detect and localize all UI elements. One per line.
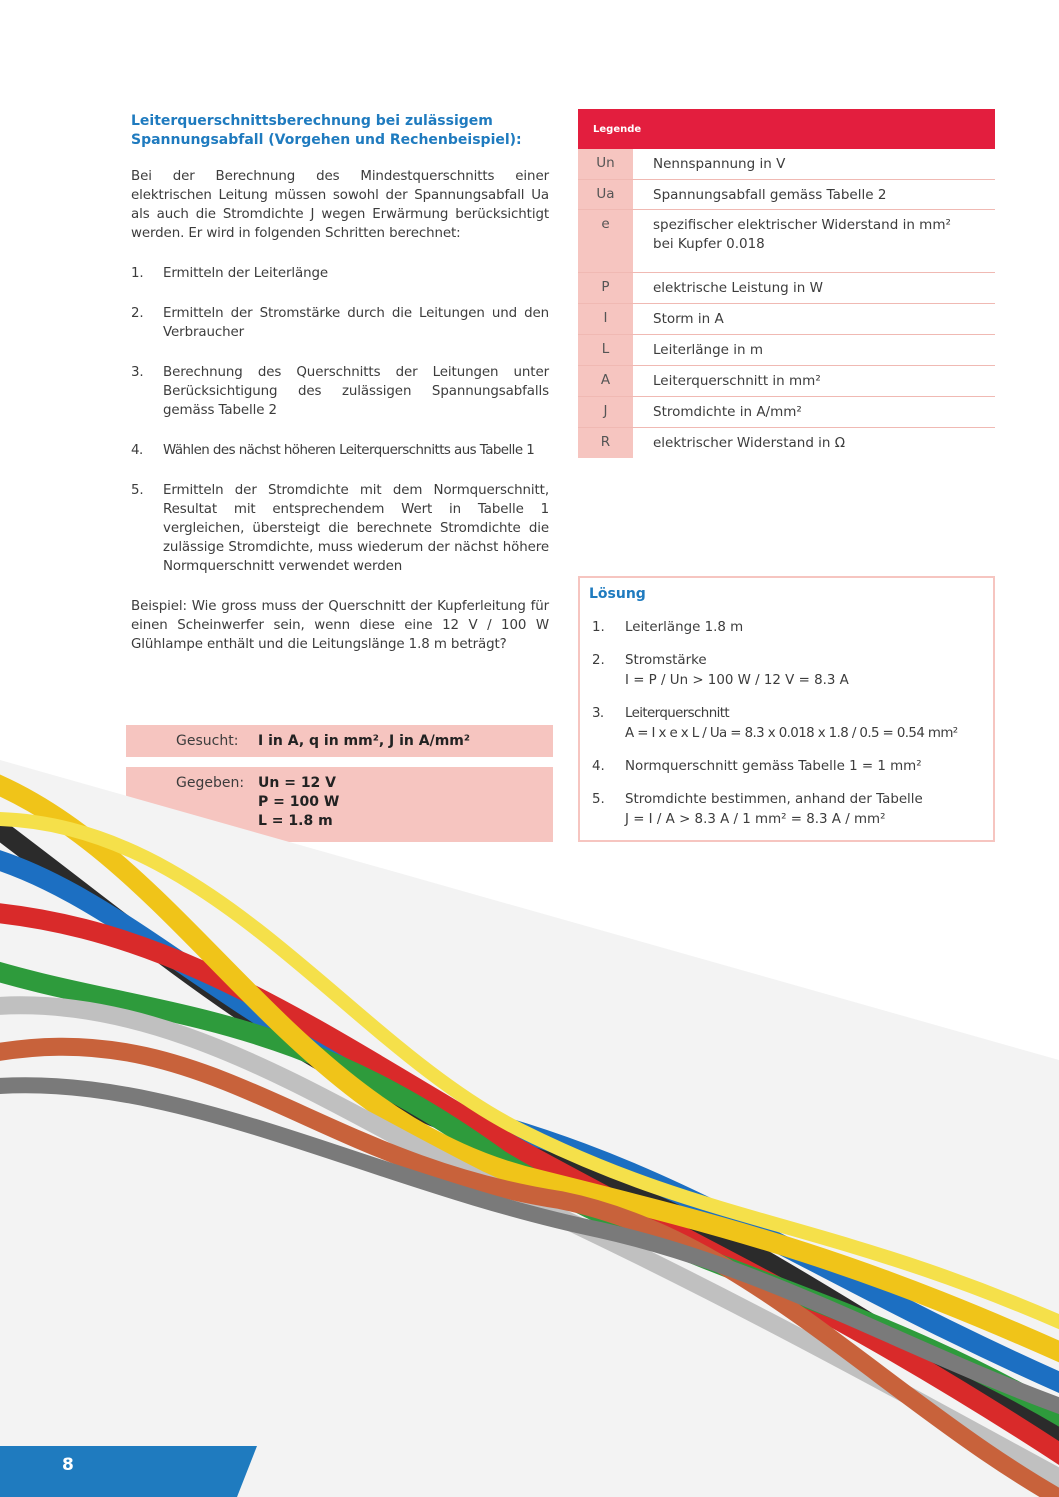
heading-line-2: Spannungsabfall (Vorgehen und Rechenbeispiel): (131, 132, 522, 148)
legend-symbol: e (578, 210, 633, 272)
gesucht-value: I in A, q in mm², J in A/mm² (258, 733, 471, 749)
step-text: Ermitteln der Stromstärke durch die Leitungen und den Verbraucher (163, 306, 549, 340)
list-item (131, 363, 549, 420)
list-item (131, 441, 549, 460)
legend-symbol: I (578, 304, 633, 334)
intro-paragraph: Bei der Berechnung des Mindestquerschnitts einer elektrischen Leitung müssen sowohl der Spannungsabfall Ua als auch die Stromdichte J wegen Erwärmung berücksichtigt werden. Er wird in folgenden Schritten berechnet: (131, 169, 549, 241)
step-number: 2. (131, 306, 144, 321)
legend-symbol: Un (578, 149, 633, 179)
step-text: Berechnung des Querschnitts der Leitungen unter Berücksichtigung des zulässigen Spannungsabfalls gemäss Tabelle 2 (163, 365, 549, 418)
legend-symbol: L (578, 335, 633, 365)
gegeben-p: P = 100 W (258, 794, 340, 810)
gegeben-l: L = 1.8 m (258, 813, 333, 829)
legend-symbol: Ua (578, 180, 633, 209)
table-row (578, 366, 995, 397)
solution-text: Stromstärke (625, 653, 707, 668)
page-tab-shape (0, 1446, 257, 1497)
left-column (131, 112, 549, 654)
legend-description: Storm in A (653, 311, 724, 327)
step-number: 5. (131, 483, 144, 498)
table-row (578, 210, 995, 273)
solution-number: 4. (592, 759, 605, 774)
solution-text: Stromdichte bestimmen, anhand der Tabelle (625, 792, 923, 807)
step-number: 4. (131, 443, 143, 458)
legend-description: elektrischer Widerstand in Ω (653, 435, 846, 451)
table-row (578, 180, 995, 210)
solution-formula: I = P / Un > 100 W / 12 V = 8.3 A (625, 673, 849, 688)
gesucht-box (126, 725, 553, 757)
section-heading (131, 112, 549, 150)
legend-table (578, 109, 995, 458)
legend-symbol: R (578, 428, 633, 458)
table-row (578, 304, 995, 335)
legend-symbol: J (578, 397, 633, 427)
solution-formula: A = I x e x L / Ua = 8.3 x 0.018 x 1.8 / 0.5 = 0.54 mm² (625, 726, 958, 741)
steps-list (131, 264, 549, 576)
legend-description: Spannungsabfall gemäss Tabelle 2 (653, 187, 887, 203)
list-item (592, 618, 990, 638)
step-number: 3. (131, 365, 144, 380)
legend-description (633, 210, 995, 272)
table-row (578, 273, 995, 304)
table-row (578, 149, 995, 180)
step-text: Wählen des nächst höheren Leiterquerschnitts aus Tabelle 1 (163, 443, 535, 458)
list-item (592, 704, 990, 744)
step-text: Ermitteln der Leiterlänge (163, 266, 329, 281)
list-item (131, 481, 549, 576)
legend-title: Legende (578, 109, 995, 149)
gesucht-label: Gesucht: (176, 733, 239, 749)
table-row (578, 428, 995, 458)
heading-line-1: Leiterquerschnittsberechnung bei zulässigem (131, 113, 493, 129)
cables-illustration (0, 760, 1059, 1497)
legend-description: Leiterlänge in m (653, 342, 763, 358)
legend-symbol: A (578, 366, 633, 396)
step-text: Ermitteln der Stromdichte mit dem Normquerschnitt, Resultat mit entsprechendem Wert in Tabelle 1 vergleichen, übersteigt die berechnete Stromdichte die zulässige Stromdichte, muss wiederum der nächst höhere Normquerschnitt verwendet werden (163, 483, 549, 574)
page-number-tab (0, 1446, 260, 1497)
solution-number: 3. (592, 706, 604, 721)
solution-text: Leiterlänge 1.8 m (625, 620, 744, 635)
gegeben-label: Gegeben: (176, 775, 245, 791)
legend-symbol: P (578, 273, 633, 303)
solution-number: 2. (592, 653, 605, 668)
solution-text: Leiterquerschnitt (625, 706, 730, 721)
legend-description-line-1: spezifischer elektrischer Widerstand in mm² (653, 217, 951, 233)
list-item (592, 651, 990, 691)
table-row (578, 397, 995, 428)
step-number: 1. (131, 266, 144, 281)
legend-description: Leiterquerschnitt in mm² (653, 373, 821, 389)
solution-text: Normquerschnitt gemäss Tabelle 1 = 1 mm² (625, 759, 922, 774)
loesung-title: Lösung (589, 586, 646, 602)
example-paragraph: Beispiel: Wie gross muss der Querschnitt der Kupferleitung für einen Scheinwerfer sein, wenn diese eine 12 V / 100 W Glühlampe enthält und die Leitungslänge 1.8 m beträgt? (131, 599, 549, 652)
page-number: 8 (62, 1455, 74, 1475)
legend-description: elektrische Leistung in W (653, 280, 823, 296)
list-item (131, 264, 549, 283)
gegeben-un: Un = 12 V (258, 775, 337, 791)
legend-description-line-2: bei Kupfer 0.018 (653, 236, 765, 252)
solution-number: 1. (592, 620, 605, 635)
table-row (578, 335, 995, 366)
solution-number: 5. (592, 792, 605, 807)
solution-formula: J = I / A > 8.3 A / 1 mm² = 8.3 A / mm² (625, 812, 886, 827)
legend-description: Stromdichte in A/mm² (653, 404, 802, 420)
legend-description: Nennspannung in V (653, 156, 786, 172)
list-item (131, 304, 549, 342)
